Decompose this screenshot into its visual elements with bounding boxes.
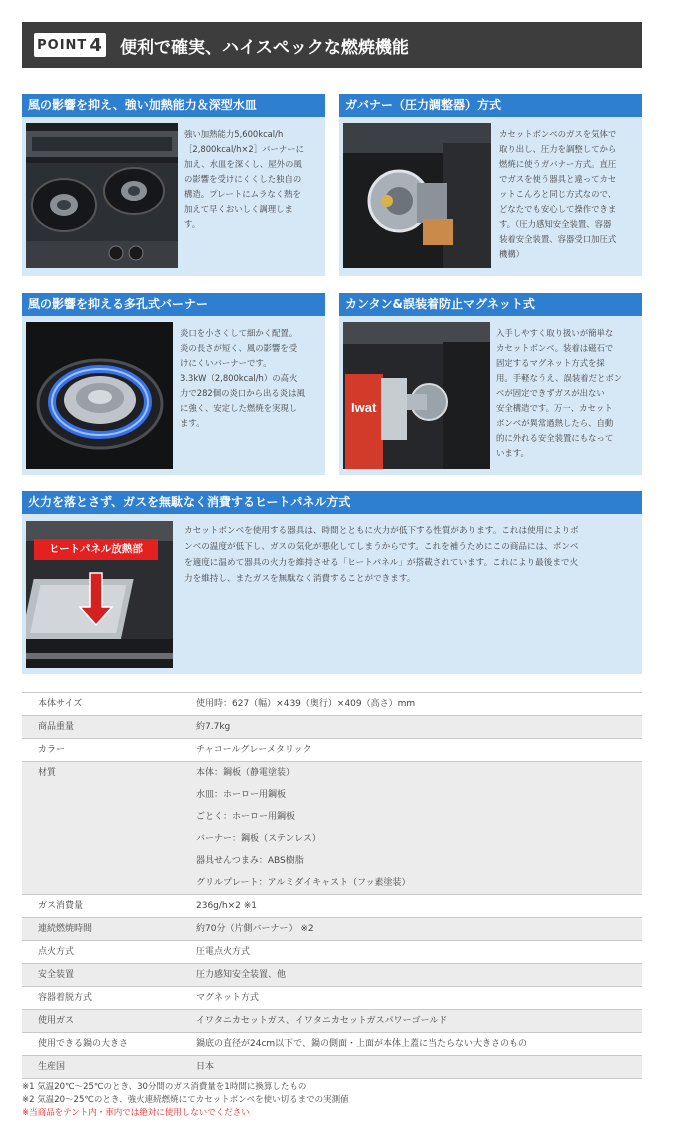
banner-title: 便利で確実、ハイスペックな燃焼機能 xyxy=(120,37,409,58)
panel-description: 炎口を小さくして細かく配置。 炎の長さが短く、風の影響を受 けにくいバーナーです。 3.3kW（2,800kcal/h）の高火 力で282個の炎口から出る炎は風 に強く、安定した燃焼を実現し ます。 xyxy=(180,328,305,428)
heat-panel-label: ヒートパネル放熱部 xyxy=(34,539,158,560)
spec-label: 安全装置 xyxy=(38,970,75,980)
feature-panel-burner xyxy=(22,293,325,475)
spec-row xyxy=(22,693,642,716)
spec-value: 本体：鋼板（静電塗装） xyxy=(196,768,296,778)
panel-title: 火力を落とさず、ガスを無駄なく消費するヒートパネル方式 xyxy=(22,491,642,514)
panel-description: カセットボンベのガスを気体で 取り出し、圧力を調整してから 燃焼に使うガバナー方式。直圧 でガスを使う器具と違ってカセ ットこんろと同じ方式なので、 どなたでも安心して操作できま す。（圧力感知安全装置、容器 装着安全装置、容器受口加圧式 機構） xyxy=(499,129,617,259)
usage-warning: ※当商品をテント内・車内では絶対に使用しないでください xyxy=(22,1108,250,1118)
spec-value: 約7.7kg xyxy=(196,722,231,732)
spec-label: 商品重量 xyxy=(38,722,75,732)
spec-label: 連続燃焼時間 xyxy=(38,924,93,934)
panel-title: 風の影響を抑え、強い加熱能力＆深型水皿 xyxy=(22,94,325,117)
spec-label: 材質 xyxy=(38,768,57,778)
spec-value: 圧力感知安全装置、他 xyxy=(196,970,287,980)
spec-label: 生産国 xyxy=(38,1062,66,1072)
feature-panel-magnet xyxy=(339,293,642,475)
spec-label: ガス消費量 xyxy=(38,901,84,911)
point-label: POINT xyxy=(37,37,88,53)
panel-title: 風の影響を抑える多孔式バーナー xyxy=(22,293,325,316)
burner-photo xyxy=(26,322,173,469)
feature-panel-heating xyxy=(22,94,325,276)
spec-row xyxy=(22,716,642,739)
spec-row xyxy=(22,987,642,1010)
spec-value: 日本 xyxy=(196,1062,215,1072)
spec-value: チャコールグレーメタリック xyxy=(196,745,312,755)
spec-row xyxy=(22,941,642,964)
spec-label: 容器着脱方式 xyxy=(38,993,93,1003)
magnet-cartridge-photo xyxy=(343,322,490,469)
footnotes xyxy=(22,1081,349,1120)
spec-label: 使用できる鍋の大きさ xyxy=(38,1039,129,1049)
panel-description: 入手しやすく取り扱いが簡単な カセットボンベ。装着は磁石で 固定するマグネット方式を採 用。手軽なうえ、誤装着だとボン ベが固定できずガスが出ない 安全構造です。万一、カセット ボンベが異常過熱したら、自動 的に外れる安全装置にもなって います。 xyxy=(496,328,623,458)
spec-label: 使用ガス xyxy=(38,1016,75,1026)
panel-description: カセットボンベを使用する器具は、時間とともに火力が低下する性質があります。これは使用によりボ ンベの温度が低下し、ガスの気化が悪化してしまうからです。これを補うためにこの商品には、ボンベ を適度に温めて器具の火力を維持させる「ヒートパネル」が搭載されています。これにより最後まで火 力を維持し、またガスを無駄なく消費することができます。 xyxy=(184,526,579,584)
feature-panel-governor xyxy=(339,94,642,276)
spec-row xyxy=(22,918,642,941)
spec-row xyxy=(22,1056,642,1079)
governor-photo xyxy=(343,123,491,268)
spec-label: 点火方式 xyxy=(38,947,75,957)
spec-value: 水皿：ホーロー用鋼板 xyxy=(196,790,287,800)
spec-table xyxy=(22,692,642,1079)
spec-row xyxy=(22,895,642,918)
panel-description: 強い加熱能力5,600kcal/h ［2,800kcal/h×2］バーナーに 加え、水皿を深くし、屋外の風 の影響を受けにくくした独自の 構造。プレートにムラなく熱を 加えて早くおいしく調理しま す。 xyxy=(184,129,304,229)
spec-row xyxy=(22,1033,642,1056)
spec-value: マグネット方式 xyxy=(196,993,259,1003)
spec-row xyxy=(22,739,642,762)
cartridge-brand-text: Iwat xyxy=(351,400,377,415)
spec-value: 使用時：627（幅）×439（奥行）×409（高さ）mm xyxy=(196,699,416,709)
footnote-2: ※2 気温20～25℃のとき、強火連続燃焼にてカセットボンベを使い切るまでの実測値 xyxy=(22,1095,349,1105)
spec-row xyxy=(22,762,642,895)
heat-panel-photo xyxy=(26,521,173,668)
panel-title: ガバナー（圧力調整器）方式 xyxy=(339,94,642,117)
footnote-1: ※1 気温20℃～25℃のとき、30分間のガス消費量を1時間に換算したもの xyxy=(22,1082,307,1092)
spec-label: 本体サイズ xyxy=(38,699,83,709)
spec-value: 器具せんつまみ：ABS樹脂 xyxy=(196,856,304,866)
feature-panel-heat-panel xyxy=(22,491,642,674)
spec-value: バーナー：鋼板（ステンレス） xyxy=(196,834,321,844)
spec-label: カラー xyxy=(38,745,66,755)
spec-value: 約70分（片側バーナー） ※2 xyxy=(196,924,314,934)
stove-top-photo xyxy=(26,123,178,268)
spec-value: 鍋底の直径が24cm以下で、鍋の側面・上面が本体上蓋に当たらない大きさのもの xyxy=(196,1039,527,1049)
spec-row xyxy=(22,964,642,987)
spec-value: 236g/h×2 ※1 xyxy=(196,901,258,911)
spec-value: グリルプレート：アルミダイキャスト（フッ素塗装） xyxy=(196,878,411,888)
spec-value: ごとく：ホーロー用鋼板 xyxy=(196,812,296,822)
point-tag xyxy=(34,33,106,57)
point-number: 4 xyxy=(89,34,103,56)
spec-row xyxy=(22,1010,642,1033)
point-banner xyxy=(22,22,642,68)
spec-value: イワタニカセットガス、イワタニカセットガスパワーゴールド xyxy=(196,1016,448,1026)
panel-title: カンタン&誤装着防止マグネット式 xyxy=(339,293,642,316)
spec-value: 圧電点火方式 xyxy=(196,947,251,957)
